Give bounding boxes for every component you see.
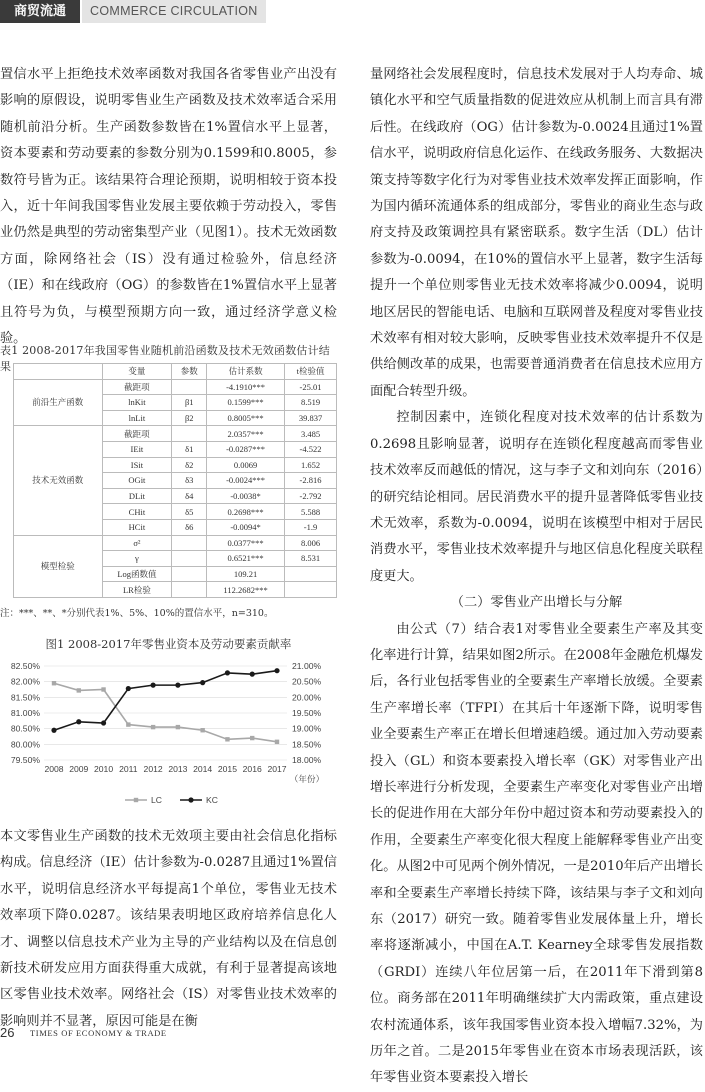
data-point-kc [225, 670, 230, 675]
y-right-tick-label: 19.00% [292, 723, 322, 734]
table-cell: -2.816 [285, 473, 337, 489]
table-cell: 截距项 [102, 426, 172, 442]
table-cell: HCit [102, 519, 172, 535]
table-cell [172, 379, 207, 395]
data-point-lc [77, 688, 81, 692]
table-cell: IEit [102, 441, 172, 457]
table-cell: 0.2698*** [207, 504, 285, 520]
y-left-tick-label: 81.50% [10, 692, 40, 703]
figure-title: 图1 2008-2017年零售业资本及劳动要素贡献率 [45, 637, 292, 651]
x-tick-label: 2015 [217, 764, 238, 774]
y-left-tick-label: 82.50% [10, 661, 40, 671]
left-column-bottom [0, 824, 337, 1035]
series-line-kc [54, 671, 277, 731]
data-point-lc [225, 737, 229, 741]
table-cell [172, 535, 207, 551]
table-cell: -0.0038* [207, 488, 285, 504]
table-cell: 5.588 [285, 504, 337, 520]
table-group-label: 模型检验 [14, 535, 103, 597]
x-tick-label: 2012 [143, 764, 163, 774]
x-tick-label: 2010 [93, 764, 114, 774]
data-point-kc [175, 683, 180, 688]
table-header-cell: 估计系数 [207, 364, 285, 380]
x-tick-label: 2014 [193, 764, 213, 774]
y-left-tick-label: 80.00% [10, 739, 40, 750]
table-cell: DLit [102, 488, 172, 504]
page-footer [0, 1025, 705, 1043]
legend-marker [134, 798, 138, 802]
data-point-kc [76, 719, 81, 724]
table-cell: -1.9 [285, 519, 337, 535]
table-row [14, 426, 337, 442]
data-point-kc [274, 668, 279, 673]
data-point-kc [101, 720, 106, 725]
table-row [14, 379, 337, 395]
data-point-lc [126, 722, 130, 726]
journal-header [0, 0, 300, 24]
table-cell: lnKit [102, 395, 172, 411]
table-header-cell: t检验值 [285, 364, 337, 380]
table-cell: 0.0377*** [207, 535, 285, 551]
data-point-lc [52, 681, 56, 685]
x-tick-label: 2009 [69, 764, 89, 774]
table-cell: δ6 [172, 519, 207, 535]
table-caption: 表1 2008-2017年我国零售业随机前沿函数及技术无效函数估计结果 [0, 344, 330, 373]
table-cell [285, 566, 337, 582]
table-cell [172, 582, 207, 598]
data-point-kc [250, 672, 255, 677]
table-cell: σ² [102, 535, 172, 551]
data-point-lc [176, 725, 180, 729]
paragraph: 量网络社会发展程度时，信息技术发展对于人均寿命、城镇化水平和空气质量指数的促进效应从机制上而言具有滞后性。在线政府（OG）估计参数为-0.0024且通过1%置信水平，说明政府信息化运作、在线政务服务、大数据决策支持等数字化行为对零售业技术效率发挥正面影响，作为国内循环流通体系的组成部分，零售业的商业生态与政府支持及政策调控具有紧密联系。数字生活（DL）估计参数为-0.0094，在10%的置信水平上显著，数字生活每提升一个单位则零售业无技术效率将减少0.0094，说明地区居民的智能电话、电脑和互联网普及程度对零售业技术效率有相对较大影响，反映零售业技术效率提升不仅是供给侧改革的成果，也需要普通消费者在信息技术应用方面配合转型升级。 [370, 67, 703, 399]
paragraph: 本文零售业生产函数的技术无效项主要由社会信息化指标构成。信息经济（IE）估计参数为-0.0287且通过1%置信水平，说明信息经济水平每提高1个单位，零售业无技术效率项下降0.0287。该结果表明地区政府培养信息化人才、调整以信息技术产业为主导的产业结构以及在信息创新技术研发应用方面获得重大成就，有利于显著提高该地区零售业技术效率。网络社会（IS）对零售业技术效率的影响则并不显著，原因可能是在衡 [0, 829, 337, 1029]
table-cell: 109.21 [207, 566, 285, 582]
table-cell: 0.1599*** [207, 395, 285, 411]
table-header-cell: 变量 [102, 364, 172, 380]
left-column-top [0, 62, 337, 352]
paragraph: 由公式（7）结合表1对零售业全要素生产率及其变化率进行计算，结果如图2所示。在2008年金融危机爆发后，各行业包括零售业的全要素生产率增长放缓。全要素生产率增长率（TFPI）在其后十年逐渐下降，说明零售业全要素生产率正在增长但增速趋缓。通过加入劳动要素投入（GL）和资本要素投入增长率（GK）对零售业产出增长率进行分析发现，全要素生产率变化对零售业产出增长的促进作用在大部分年份中超过资本和劳动要素投入的作用，全要素生产率变化很大程度上能解释零售业产出变化。从图2中可见两个例外情况，一是2010年后产出增长率和全要素生产率增长持续下降，该结果与李子文和刘向东（2017）研究一致。随着零售业发展体量上升，增长率将逐渐减小，中国在A.T. Kearney全球零售发展指数（GRDI）连续八年位居第一后，在2011年下滑到第8位。商务部在2011年明确继续扩大内需政策，重点建设农村流通体系，该年我国零售业资本投入增幅7.32%，为历年之首。二是2015年零售业在资本市场表现活跃，该年零售业资本要素投入增长 [370, 621, 703, 1086]
table-cell: LR检验 [102, 582, 172, 598]
table-header-cell [14, 364, 103, 380]
table-cell [285, 582, 337, 598]
y-left-tick-label: 81.00% [10, 708, 40, 718]
x-tick-label: 2008 [44, 764, 64, 774]
table-cell: 1.652 [285, 457, 337, 473]
page-number: 26 [0, 1025, 15, 1040]
table-cell: δ1 [172, 441, 207, 457]
table-cell [172, 566, 207, 582]
table-cell: 3.485 [285, 426, 337, 442]
table-cell: γ [102, 551, 172, 567]
data-point-lc [275, 740, 279, 744]
table-cell: OGit [102, 473, 172, 489]
section-brand: 商贸流通 [0, 0, 80, 23]
table-cell: δ5 [172, 504, 207, 520]
table-header-cell: 参数 [172, 364, 207, 380]
table-cell: β1 [172, 395, 207, 411]
estimation-table [13, 363, 337, 598]
y-right-tick-label: 18.00% [292, 755, 322, 765]
table-cell: 0.6521*** [207, 551, 285, 567]
table-note: 注：***、**、*分别代表1%、5%、10%的置信水平，n=310。 [0, 608, 274, 619]
table-cell: lnLit [102, 410, 172, 426]
legend-label: LC [151, 795, 162, 805]
data-point-lc [200, 728, 204, 732]
chart-svg [0, 656, 337, 816]
y-right-tick-label: 20.00% [292, 692, 322, 703]
contribution-chart [0, 656, 337, 816]
y-left-tick-label: 80.50% [10, 723, 40, 734]
table-cell: Log函数值 [102, 566, 172, 582]
right-column [370, 62, 703, 1092]
data-point-kc [51, 728, 56, 733]
table-cell: 8.519 [285, 395, 337, 411]
table-cell: 2.0357*** [207, 426, 285, 442]
table-cell: -25.01 [285, 379, 337, 395]
table-cell: 0.8005*** [207, 410, 285, 426]
table-cell: ISit [102, 457, 172, 473]
x-tick-label: 2016 [242, 764, 262, 774]
table-cell: β2 [172, 410, 207, 426]
table-cell: -4.1910*** [207, 379, 285, 395]
table-cell: -2.792 [285, 488, 337, 504]
table-cell: δ3 [172, 473, 207, 489]
y-right-tick-label: 20.50% [292, 676, 322, 687]
table-cell: 112.2682*** [207, 582, 285, 598]
table-cell: -4.522 [285, 441, 337, 457]
y-right-tick-label: 21.00% [292, 661, 322, 671]
data-point-lc [250, 736, 254, 740]
table-cell: -0.0287*** [207, 441, 285, 457]
x-tick-label: 2013 [168, 764, 188, 774]
table-cell: 0.0069 [207, 457, 285, 473]
table-group-label: 技术无效函数 [14, 426, 103, 535]
table-row [14, 535, 337, 551]
table-cell: CHit [102, 504, 172, 520]
series-line-lc [54, 683, 277, 742]
data-point-lc [101, 687, 105, 691]
legend-label: KC [206, 795, 218, 805]
section-subheading: （二）零售业产出增长与分解 [450, 595, 623, 611]
y-right-tick-label: 18.50% [292, 739, 322, 750]
x-axis-unit: （年份） [289, 774, 325, 784]
table-cell: δ4 [172, 488, 207, 504]
table-cell [172, 551, 207, 567]
table-cell: 8.006 [285, 535, 337, 551]
paragraph: 置信水平上拒绝技术效率函数对我国各省零售业产出没有影响的原假设，说明零售业生产函数及技术效率适合采用随机前沿分析。生产函数参数皆在1%置信水平上显著，资本要素和劳动要素的参数分别为0.1599和0.8005，参数符号皆为正。该结果符合理论预期，说明相较于资本投入，近十年间我国零售业发展主要依赖于劳动投入，零售业仍然是典型的劳动密集型产业（见图1）。技术无效函数方面，除网络社会（IS）没有通过检验外，信息经济（IE）和在线政府（OG）的参数皆在1%置信水平上显著且符号为负，与模型预期方向一致，通过经济学意义检验。 [0, 67, 337, 347]
table-cell: δ2 [172, 457, 207, 473]
table-cell: 39.837 [285, 410, 337, 426]
table-cell: -0.0094* [207, 519, 285, 535]
journal-name: TIMES OF ECONOMY & TRADE [30, 1028, 167, 1038]
y-right-tick-label: 19.50% [292, 708, 322, 718]
table-group-label: 前沿生产函数 [14, 379, 103, 426]
table-cell: -0.0024*** [207, 473, 285, 489]
legend-marker [188, 797, 193, 802]
data-point-kc [126, 686, 131, 691]
table-cell: 截距项 [102, 379, 172, 395]
y-left-tick-label: 82.00% [10, 676, 40, 687]
y-left-tick-label: 79.50% [10, 755, 40, 765]
paragraph: 控制因素中，连锁化程度对技术效率的估计系数为0.2698且影响显著，说明存在连锁化程度越高而零售业技术效率反而越低的情况，这与李子文和刘向东（2016）的研究结论相同。居民消费水平的提升显著降低零售业技术无效率，系数为-0.0094，说明在该模型中相对于居民消费水平，零售业技术效率提升与地区信息化程度关联程度更大。 [370, 410, 703, 584]
x-tick-label: 2011 [119, 764, 138, 774]
x-tick-label: 2017 [267, 764, 287, 774]
section-label: COMMERCE CIRCULATION [82, 0, 266, 23]
data-point-kc [200, 680, 205, 685]
table-cell [172, 426, 207, 442]
data-point-lc [151, 725, 155, 729]
table-cell: 8.531 [285, 551, 337, 567]
data-point-kc [151, 683, 156, 688]
